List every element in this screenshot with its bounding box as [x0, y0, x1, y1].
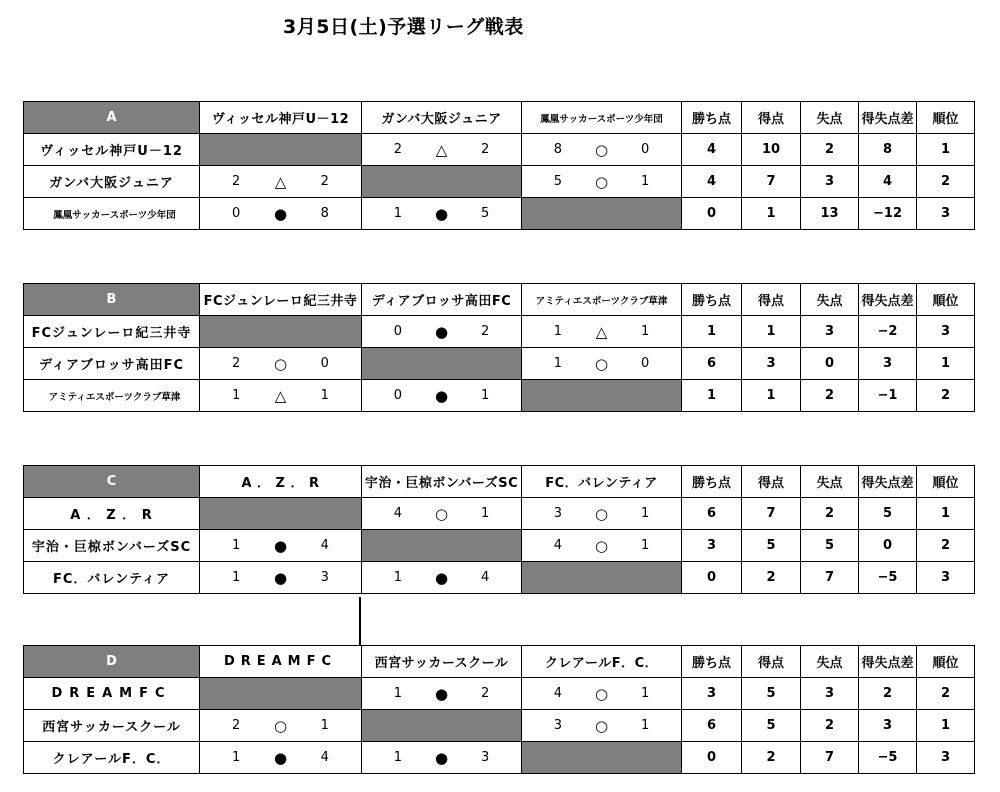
table-row [24, 198, 975, 230]
match-result [362, 742, 522, 774]
goals-conceded: 0 [641, 356, 650, 371]
goals-scored: 4 [553, 538, 562, 553]
goals-scored: 1 [232, 388, 241, 403]
goals-conceded: 2 [320, 174, 329, 189]
rank-value: 2 [917, 530, 975, 562]
match-result [200, 562, 362, 594]
column-team-header: ガンバ大阪ジュニア [362, 102, 522, 134]
goals-for-value: 5 [742, 678, 801, 710]
result-symbol: ● [434, 386, 449, 405]
goals-against-header: 失点 [801, 466, 859, 498]
self-match-cell [522, 742, 682, 774]
goals-scored: 4 [393, 506, 402, 521]
goal-difference-value: −5 [859, 562, 917, 594]
row-team-name: ヴィッセル神戸U－12 [24, 134, 200, 166]
rank-value: 1 [917, 710, 975, 742]
column-team-header: ディアブロッサ高田FC [362, 284, 522, 316]
goals-scored: 0 [232, 206, 241, 221]
goals-for-value: 5 [742, 530, 801, 562]
result-symbol: ○ [594, 140, 609, 159]
result-symbol: ○ [273, 354, 288, 373]
column-team-header: アミティエスポーツクラブ草津 [522, 284, 682, 316]
result-symbol: ● [434, 204, 449, 223]
rank-header: 順位 [917, 284, 975, 316]
match-result [362, 562, 522, 594]
goals-conceded: 3 [481, 750, 490, 765]
match-result [200, 530, 362, 562]
goals-conceded: 1 [481, 506, 490, 521]
match-result [200, 710, 362, 742]
goals-conceded: 1 [641, 538, 650, 553]
points-value: 6 [682, 348, 742, 380]
goals-conceded: 3 [320, 570, 329, 585]
points-value: 1 [682, 316, 742, 348]
row-team-name: 鳳凰サッカースポーツ少年団 [24, 198, 200, 230]
table-row [24, 678, 975, 710]
goal-difference-value: 3 [859, 710, 917, 742]
goals-scored: 8 [553, 142, 562, 157]
goal-difference-value: 2 [859, 678, 917, 710]
rank-value: 3 [917, 316, 975, 348]
goal-difference-value: −2 [859, 316, 917, 348]
match-result [522, 710, 682, 742]
goals-against-value: 2 [801, 710, 859, 742]
result-symbol: ○ [594, 684, 609, 703]
goals-against-value: 2 [801, 498, 859, 530]
match-result [362, 198, 522, 230]
result-symbol: △ [274, 386, 287, 405]
result-symbol: ● [434, 748, 449, 767]
rank-value: 3 [917, 742, 975, 774]
goals-against-value: 0 [801, 348, 859, 380]
self-match-cell [362, 710, 522, 742]
self-match-cell [522, 380, 682, 412]
goals-for-value: 2 [742, 562, 801, 594]
goal-difference-value: −12 [859, 198, 917, 230]
column-team-header: クレアールF．C． [522, 646, 682, 678]
rank-value: 3 [917, 198, 975, 230]
goals-scored: 0 [393, 388, 402, 403]
points-header: 勝ち点 [682, 646, 742, 678]
column-team-header: FC．バレンティア [522, 466, 682, 498]
table-row [24, 316, 975, 348]
points-header: 勝ち点 [682, 466, 742, 498]
goal-difference-header: 得失点差 [859, 102, 917, 134]
match-result [200, 348, 362, 380]
goals-scored: 1 [232, 538, 241, 553]
points-value: 0 [682, 562, 742, 594]
result-symbol: ○ [434, 504, 449, 523]
goals-scored: 1 [553, 324, 562, 339]
match-result [200, 198, 362, 230]
table-row [24, 498, 975, 530]
match-result [522, 348, 682, 380]
match-result [200, 742, 362, 774]
row-team-name: FCジュンレーロ紀三井寺 [24, 316, 200, 348]
points-header: 勝ち点 [682, 284, 742, 316]
points-value: 4 [682, 134, 742, 166]
row-team-name: DREAMFC [24, 678, 200, 710]
result-symbol: ● [273, 568, 288, 587]
goal-difference-value: −5 [859, 742, 917, 774]
self-match-cell [522, 562, 682, 594]
self-match-cell [362, 166, 522, 198]
goals-for-value: 1 [742, 198, 801, 230]
league-table-c [23, 465, 975, 594]
table-row [24, 380, 975, 412]
goals-against-value: 3 [801, 316, 859, 348]
points-value: 0 [682, 198, 742, 230]
row-team-name: FC．バレンティア [24, 562, 200, 594]
row-team-name: ガンバ大阪ジュニア [24, 166, 200, 198]
goals-scored: 2 [232, 356, 241, 371]
goals-scored: 1 [393, 750, 402, 765]
rank-value: 1 [917, 498, 975, 530]
match-result [522, 678, 682, 710]
goals-conceded: 1 [641, 506, 650, 521]
self-match-cell [362, 530, 522, 562]
goals-conceded: 1 [481, 388, 490, 403]
goals-scored: 2 [232, 718, 241, 733]
group-label: A [24, 102, 200, 134]
match-result [200, 380, 362, 412]
goals-scored: 2 [232, 174, 241, 189]
column-team-header: 鳳凰サッカースポーツ少年団 [522, 102, 682, 134]
goals-conceded: 2 [481, 324, 490, 339]
rank-value: 3 [917, 562, 975, 594]
goals-for-header: 得点 [742, 284, 801, 316]
points-value: 4 [682, 166, 742, 198]
match-result [362, 678, 522, 710]
row-team-name: ディアブロッサ高田FC [24, 348, 200, 380]
rank-value: 1 [917, 134, 975, 166]
match-result [362, 380, 522, 412]
match-result [522, 316, 682, 348]
goals-for-header: 得点 [742, 646, 801, 678]
rank-value: 2 [917, 380, 975, 412]
result-symbol: ● [273, 204, 288, 223]
rank-value: 2 [917, 678, 975, 710]
goals-against-value: 5 [801, 530, 859, 562]
goals-scored: 5 [553, 174, 562, 189]
goals-for-value: 2 [742, 742, 801, 774]
goals-conceded: 8 [320, 206, 329, 221]
goals-for-value: 7 [742, 166, 801, 198]
rank-header: 順位 [917, 646, 975, 678]
result-symbol: ○ [594, 536, 609, 555]
goals-conceded: 0 [320, 356, 329, 371]
goals-against-value: 7 [801, 562, 859, 594]
league-table-b [23, 283, 975, 412]
goals-scored: 1 [393, 206, 402, 221]
goals-scored: 1 [393, 686, 402, 701]
goal-difference-header: 得失点差 [859, 646, 917, 678]
points-value: 1 [682, 380, 742, 412]
goals-for-header: 得点 [742, 466, 801, 498]
row-team-name: A ． Z ． R [24, 498, 200, 530]
goals-against-value: 2 [801, 380, 859, 412]
column-team-header: 西宮サッカースクール [362, 646, 522, 678]
goals-for-value: 1 [742, 316, 801, 348]
self-match-cell [200, 498, 362, 530]
row-team-name: アミティエスポーツクラブ草津 [24, 380, 200, 412]
points-value: 3 [682, 678, 742, 710]
header-row [24, 284, 975, 316]
goals-scored: 1 [232, 570, 241, 585]
goals-scored: 4 [553, 686, 562, 701]
result-symbol: △ [595, 322, 608, 341]
result-symbol: ● [273, 748, 288, 767]
self-match-cell [200, 134, 362, 166]
match-result [200, 166, 362, 198]
goals-against-value: 3 [801, 678, 859, 710]
goals-scored: 1 [232, 750, 241, 765]
result-symbol: ○ [594, 354, 609, 373]
goals-against-value: 2 [801, 134, 859, 166]
goals-for-value: 10 [742, 134, 801, 166]
column-team-header: ヴィッセル神戸U－12 [200, 102, 362, 134]
goals-for-value: 3 [742, 348, 801, 380]
result-symbol: ● [273, 536, 288, 555]
table-row [24, 348, 975, 380]
match-result [522, 498, 682, 530]
match-result [362, 316, 522, 348]
goals-conceded: 1 [320, 388, 329, 403]
row-team-name: クレアールF．C． [24, 742, 200, 774]
goal-difference-value: 3 [859, 348, 917, 380]
rank-value: 2 [917, 166, 975, 198]
goals-scored: 3 [553, 718, 562, 733]
page-title: 3月5日(土)予選リーグ戦表 [283, 16, 524, 38]
group-label: D [24, 646, 200, 678]
match-result [522, 166, 682, 198]
goals-scored: 0 [393, 324, 402, 339]
goals-conceded: 0 [641, 142, 650, 157]
points-value: 6 [682, 498, 742, 530]
goals-for-header: 得点 [742, 102, 801, 134]
goals-for-value: 1 [742, 380, 801, 412]
row-team-name: 宇治・巨椋ボンバーズSC [24, 530, 200, 562]
points-header: 勝ち点 [682, 102, 742, 134]
result-symbol: ○ [594, 716, 609, 735]
table-row [24, 134, 975, 166]
goals-against-value: 3 [801, 166, 859, 198]
rank-header: 順位 [917, 102, 975, 134]
header-row [24, 466, 975, 498]
group-label: C [24, 466, 200, 498]
goals-scored: 3 [553, 506, 562, 521]
result-symbol: ● [434, 568, 449, 587]
header-row [24, 646, 975, 678]
goals-conceded: 2 [481, 686, 490, 701]
rank-value: 1 [917, 348, 975, 380]
goals-conceded: 1 [641, 174, 650, 189]
group-label: B [24, 284, 200, 316]
league-table-a [23, 101, 975, 230]
goal-difference-header: 得失点差 [859, 466, 917, 498]
rank-header: 順位 [917, 466, 975, 498]
result-symbol: △ [435, 140, 448, 159]
goals-conceded: 2 [481, 142, 490, 157]
column-team-header: 宇治・巨椋ボンバーズSC [362, 466, 522, 498]
goals-against-header: 失点 [801, 284, 859, 316]
goals-against-value: 7 [801, 742, 859, 774]
goals-conceded: 1 [320, 718, 329, 733]
column-team-header: FCジュンレーロ紀三井寺 [200, 284, 362, 316]
match-result [362, 134, 522, 166]
goals-against-header: 失点 [801, 646, 859, 678]
row-team-name: 西宮サッカースクール [24, 710, 200, 742]
goals-for-value: 5 [742, 710, 801, 742]
result-symbol: ○ [273, 716, 288, 735]
match-result [522, 134, 682, 166]
result-symbol: ○ [594, 504, 609, 523]
goals-against-value: 13 [801, 198, 859, 230]
table-row [24, 742, 975, 774]
goal-difference-value: 0 [859, 530, 917, 562]
self-match-cell [200, 678, 362, 710]
goal-difference-value: −1 [859, 380, 917, 412]
match-result [522, 530, 682, 562]
points-value: 0 [682, 742, 742, 774]
goals-conceded: 4 [481, 570, 490, 585]
self-match-cell [362, 348, 522, 380]
column-team-header: A ． Z ． R [200, 466, 362, 498]
result-symbol: ● [434, 322, 449, 341]
divider-line [359, 597, 361, 645]
goal-difference-value: 4 [859, 166, 917, 198]
table-row [24, 166, 975, 198]
goal-difference-value: 8 [859, 134, 917, 166]
goals-conceded: 4 [320, 750, 329, 765]
header-row [24, 102, 975, 134]
goals-scored: 2 [393, 142, 402, 157]
match-result [362, 498, 522, 530]
result-symbol: △ [274, 172, 287, 191]
goals-for-value: 7 [742, 498, 801, 530]
self-match-cell [200, 316, 362, 348]
table-row [24, 710, 975, 742]
goals-conceded: 4 [320, 538, 329, 553]
table-row [24, 562, 975, 594]
goals-against-header: 失点 [801, 102, 859, 134]
goals-scored: 1 [393, 570, 402, 585]
result-symbol: ● [434, 684, 449, 703]
goals-scored: 1 [553, 356, 562, 371]
points-value: 6 [682, 710, 742, 742]
goals-conceded: 1 [641, 324, 650, 339]
table-row [24, 530, 975, 562]
goals-conceded: 5 [481, 206, 490, 221]
points-value: 3 [682, 530, 742, 562]
goals-conceded: 1 [641, 718, 650, 733]
league-table-d [23, 645, 975, 774]
goal-difference-value: 5 [859, 498, 917, 530]
result-symbol: ○ [594, 172, 609, 191]
self-match-cell [522, 198, 682, 230]
goal-difference-header: 得失点差 [859, 284, 917, 316]
column-team-header: DREAMFC [200, 646, 362, 678]
goals-conceded: 1 [641, 686, 650, 701]
